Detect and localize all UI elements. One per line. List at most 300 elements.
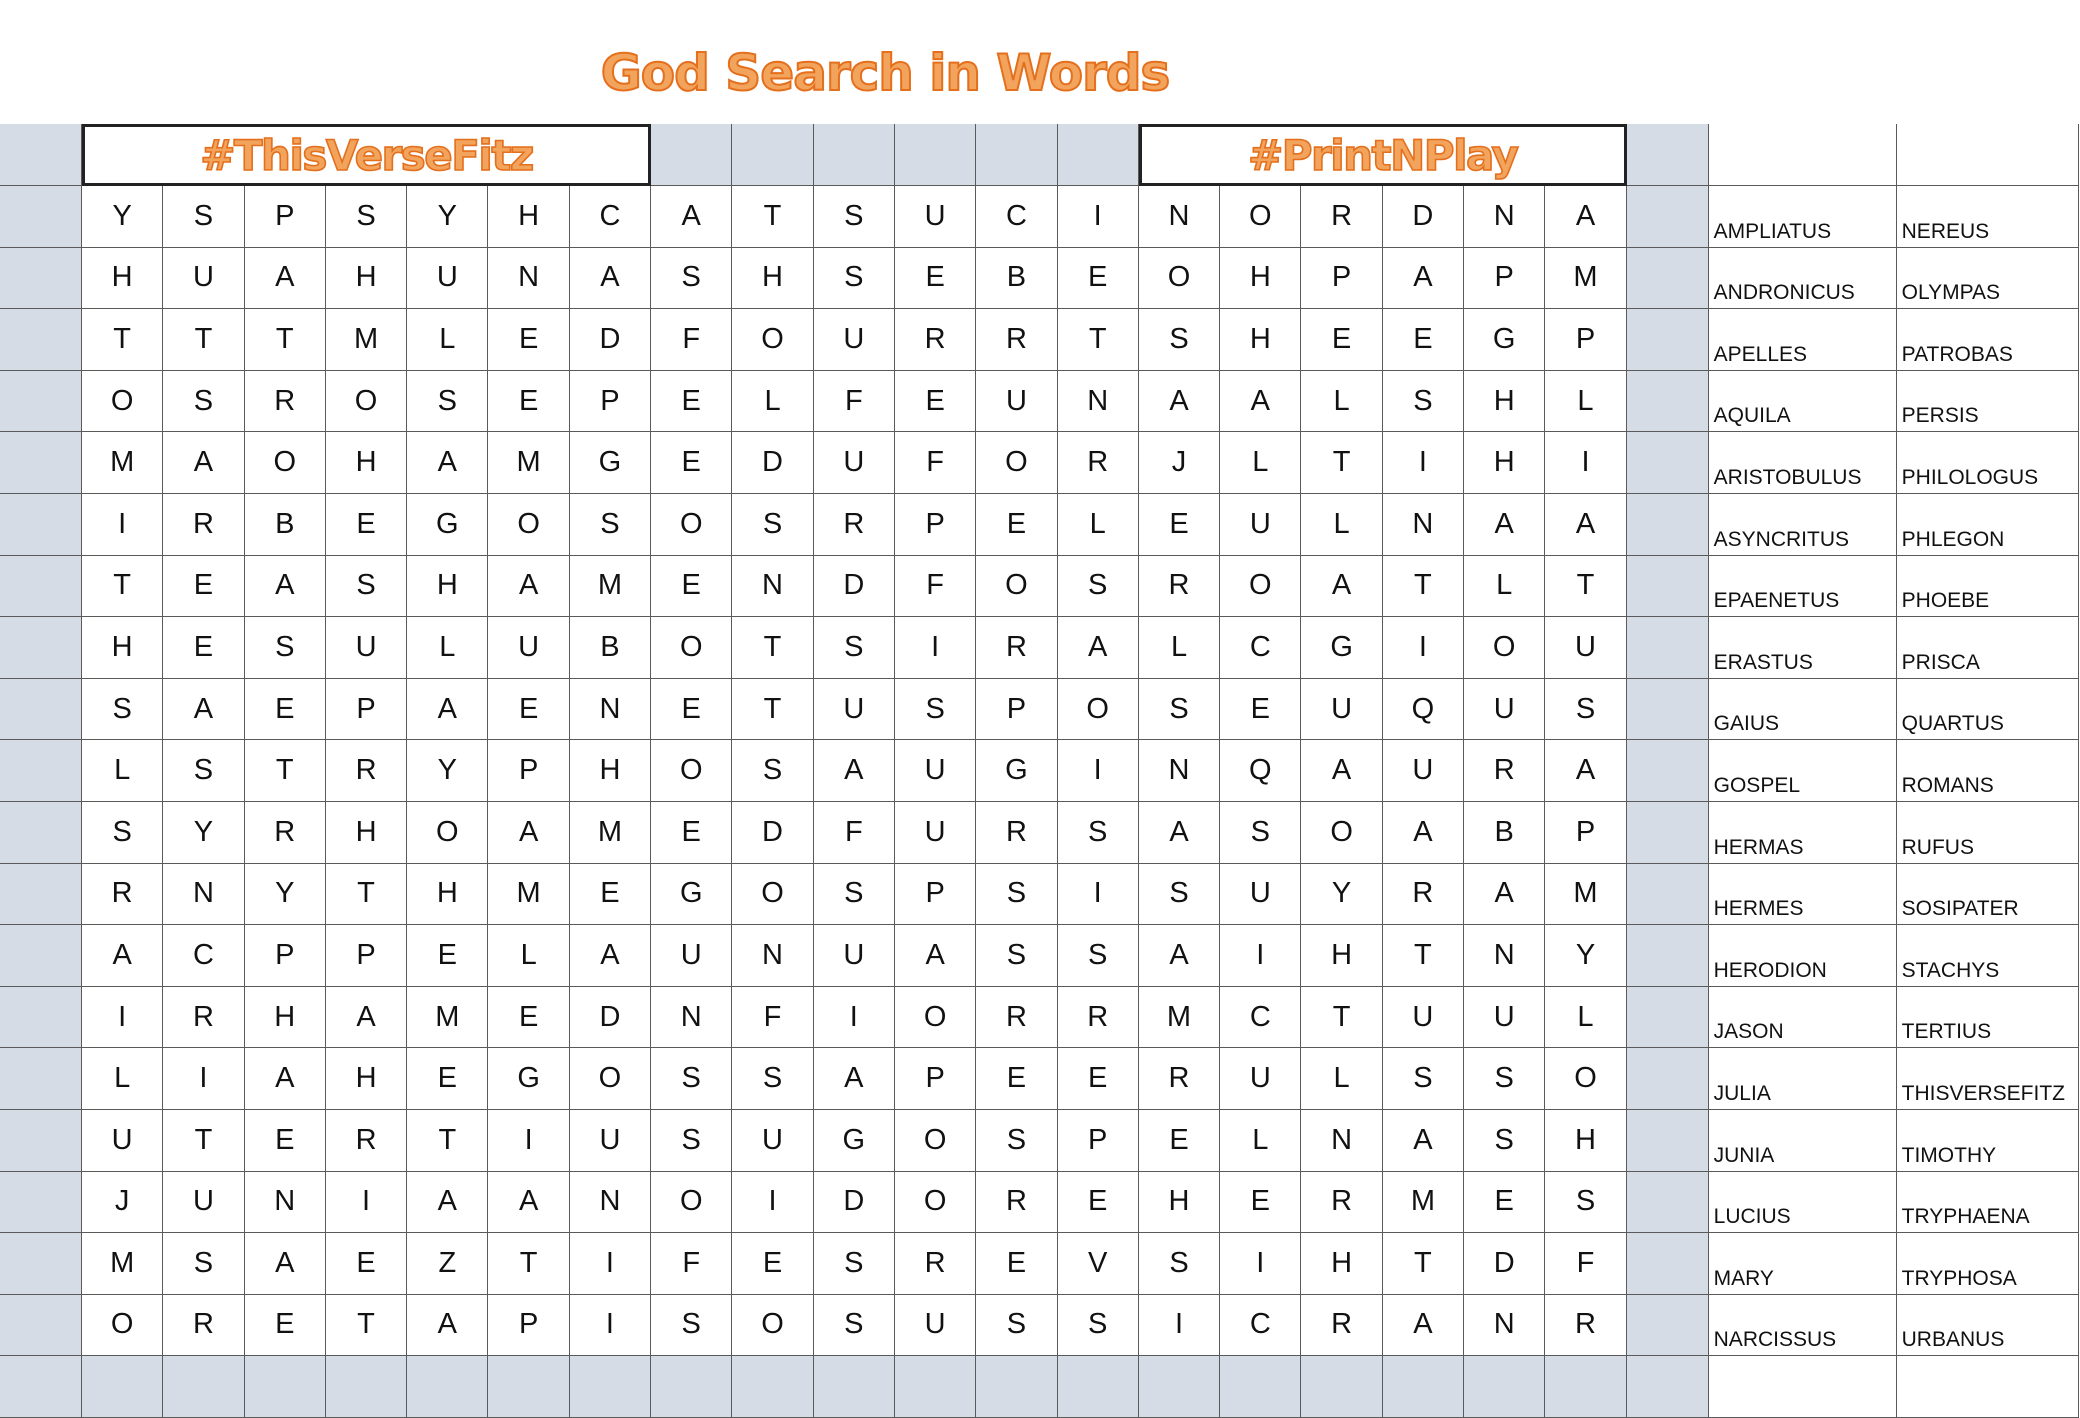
letter-cell[interactable]: S	[82, 679, 163, 741]
letter-cell[interactable]: E	[407, 925, 488, 987]
letter-cell[interactable]: H	[732, 248, 813, 310]
letter-cell[interactable]: S	[163, 1233, 244, 1295]
letter-cell[interactable]: C	[1220, 1295, 1301, 1357]
letter-cell[interactable]: H	[1301, 1233, 1382, 1295]
letter-cell[interactable]: P	[976, 679, 1057, 741]
letter-cell[interactable]: U	[814, 432, 895, 494]
letter-cell[interactable]: F	[651, 1233, 732, 1295]
letter-cell[interactable]: R	[163, 1295, 244, 1357]
letter-cell[interactable]: S	[1220, 802, 1301, 864]
letter-cell[interactable]: I	[82, 494, 163, 556]
letter-cell[interactable]: U	[732, 1110, 813, 1172]
letter-cell[interactable]: O	[1139, 248, 1220, 310]
letter-cell[interactable]: T	[1545, 556, 1626, 618]
letter-cell[interactable]: N	[1139, 740, 1220, 802]
letter-cell[interactable]: B	[245, 494, 326, 556]
letter-cell[interactable]: A	[163, 432, 244, 494]
letter-cell[interactable]: O	[570, 1048, 651, 1110]
letter-cell[interactable]: P	[245, 925, 326, 987]
letter-cell[interactable]: O	[245, 432, 326, 494]
letter-cell[interactable]: R	[326, 740, 407, 802]
letter-cell[interactable]: O	[976, 432, 1057, 494]
letter-cell[interactable]: O	[1545, 1048, 1626, 1110]
letter-cell[interactable]: J	[1139, 432, 1220, 494]
letter-cell[interactable]: R	[1058, 987, 1139, 1049]
letter-cell[interactable]: T	[245, 309, 326, 371]
letter-cell[interactable]: P	[1545, 309, 1626, 371]
letter-cell[interactable]: A	[245, 1048, 326, 1110]
letter-cell[interactable]: E	[976, 494, 1057, 556]
letter-cell[interactable]: U	[163, 1172, 244, 1234]
letter-cell[interactable]: P	[1464, 248, 1545, 310]
letter-cell[interactable]: R	[1058, 432, 1139, 494]
letter-cell[interactable]: O	[732, 864, 813, 926]
letter-cell[interactable]: E	[732, 1233, 813, 1295]
letter-cell[interactable]: I	[1139, 1295, 1220, 1357]
letter-cell[interactable]: P	[570, 371, 651, 433]
letter-cell[interactable]: A	[1545, 186, 1626, 248]
letter-cell[interactable]: A	[1464, 494, 1545, 556]
letter-cell[interactable]: L	[1545, 371, 1626, 433]
letter-cell[interactable]: A	[407, 1172, 488, 1234]
letter-cell[interactable]: E	[1058, 248, 1139, 310]
letter-cell[interactable]: B	[976, 248, 1057, 310]
letter-cell[interactable]: H	[1220, 309, 1301, 371]
letter-cell[interactable]: O	[895, 987, 976, 1049]
letter-cell[interactable]: M	[1139, 987, 1220, 1049]
letter-cell[interactable]: G	[570, 432, 651, 494]
letter-cell[interactable]: V	[1058, 1233, 1139, 1295]
letter-cell[interactable]: A	[407, 679, 488, 741]
letter-cell[interactable]: A	[163, 679, 244, 741]
letter-cell[interactable]: R	[326, 1110, 407, 1172]
letter-cell[interactable]: Y	[163, 802, 244, 864]
letter-cell[interactable]: R	[1301, 1172, 1382, 1234]
letter-cell[interactable]: M	[1545, 864, 1626, 926]
letter-cell[interactable]: L	[1220, 432, 1301, 494]
letter-cell[interactable]: M	[1383, 1172, 1464, 1234]
letter-cell[interactable]: P	[1545, 802, 1626, 864]
letter-cell[interactable]: N	[732, 556, 813, 618]
letter-cell[interactable]: N	[570, 1172, 651, 1234]
letter-cell[interactable]: E	[651, 432, 732, 494]
letter-cell[interactable]: Q	[1220, 740, 1301, 802]
letter-cell[interactable]: G	[1464, 309, 1545, 371]
letter-cell[interactable]: T	[326, 864, 407, 926]
letter-cell[interactable]: F	[651, 309, 732, 371]
letter-cell[interactable]: U	[895, 802, 976, 864]
letter-cell[interactable]: O	[651, 494, 732, 556]
letter-cell[interactable]: A	[245, 1233, 326, 1295]
letter-cell[interactable]: O	[732, 309, 813, 371]
letter-cell[interactable]: A	[245, 248, 326, 310]
letter-cell[interactable]: T	[1301, 987, 1382, 1049]
letter-cell[interactable]: G	[407, 494, 488, 556]
letter-cell[interactable]: F	[1545, 1233, 1626, 1295]
letter-cell[interactable]: D	[1383, 186, 1464, 248]
letter-cell[interactable]: L	[1301, 494, 1382, 556]
letter-cell[interactable]: I	[82, 987, 163, 1049]
letter-cell[interactable]: S	[1545, 679, 1626, 741]
letter-cell[interactable]: A	[1464, 864, 1545, 926]
letter-cell[interactable]: U	[407, 248, 488, 310]
letter-cell[interactable]: A	[1139, 925, 1220, 987]
letter-cell[interactable]: E	[163, 556, 244, 618]
letter-cell[interactable]: O	[326, 371, 407, 433]
letter-cell[interactable]: H	[1220, 248, 1301, 310]
letter-cell[interactable]: H	[326, 248, 407, 310]
letter-cell[interactable]: S	[814, 617, 895, 679]
letter-cell[interactable]: O	[976, 556, 1057, 618]
letter-cell[interactable]: B	[570, 617, 651, 679]
letter-cell[interactable]: S	[1383, 1048, 1464, 1110]
letter-cell[interactable]: I	[1545, 432, 1626, 494]
letter-cell[interactable]: L	[407, 617, 488, 679]
letter-cell[interactable]: A	[1383, 1295, 1464, 1357]
letter-cell[interactable]: Z	[407, 1233, 488, 1295]
letter-cell[interactable]: H	[407, 864, 488, 926]
letter-cell[interactable]: S	[976, 1295, 1057, 1357]
letter-cell[interactable]: A	[1383, 802, 1464, 864]
letter-cell[interactable]: A	[1139, 371, 1220, 433]
letter-cell[interactable]: T	[1383, 925, 1464, 987]
letter-cell[interactable]: Q	[1383, 679, 1464, 741]
letter-cell[interactable]: H	[82, 248, 163, 310]
letter-cell[interactable]: F	[895, 556, 976, 618]
letter-cell[interactable]: A	[570, 925, 651, 987]
letter-cell[interactable]: S	[651, 1110, 732, 1172]
letter-cell[interactable]: G	[814, 1110, 895, 1172]
letter-cell[interactable]: A	[407, 1295, 488, 1357]
letter-cell[interactable]: R	[976, 987, 1057, 1049]
letter-cell[interactable]: S	[163, 186, 244, 248]
letter-cell[interactable]: G	[1301, 617, 1382, 679]
letter-cell[interactable]: N	[1139, 186, 1220, 248]
letter-cell[interactable]: S	[651, 1048, 732, 1110]
letter-cell[interactable]: N	[245, 1172, 326, 1234]
letter-cell[interactable]: D	[570, 309, 651, 371]
letter-cell[interactable]: T	[732, 617, 813, 679]
letter-cell[interactable]: U	[82, 1110, 163, 1172]
letter-cell[interactable]: G	[488, 1048, 569, 1110]
letter-cell[interactable]: S	[814, 864, 895, 926]
letter-cell[interactable]: U	[1464, 987, 1545, 1049]
letter-cell[interactable]: R	[1545, 1295, 1626, 1357]
letter-cell[interactable]: U	[895, 740, 976, 802]
letter-cell[interactable]: A	[1301, 740, 1382, 802]
letter-cell[interactable]: L	[82, 740, 163, 802]
letter-cell[interactable]: E	[488, 679, 569, 741]
letter-cell[interactable]: L	[82, 1048, 163, 1110]
letter-cell[interactable]: M	[82, 1233, 163, 1295]
letter-cell[interactable]: J	[82, 1172, 163, 1234]
letter-cell[interactable]: S	[732, 740, 813, 802]
letter-cell[interactable]: F	[732, 987, 813, 1049]
letter-cell[interactable]: H	[245, 987, 326, 1049]
letter-cell[interactable]: T	[1383, 1233, 1464, 1295]
letter-cell[interactable]: A	[1220, 371, 1301, 433]
letter-cell[interactable]: T	[82, 309, 163, 371]
letter-cell[interactable]: S	[976, 864, 1057, 926]
letter-cell[interactable]: I	[1058, 864, 1139, 926]
letter-cell[interactable]: N	[1464, 925, 1545, 987]
letter-cell[interactable]: E	[651, 679, 732, 741]
letter-cell[interactable]: E	[651, 556, 732, 618]
letter-cell[interactable]: O	[895, 1110, 976, 1172]
letter-cell[interactable]: E	[895, 248, 976, 310]
letter-cell[interactable]: U	[1220, 494, 1301, 556]
letter-cell[interactable]: U	[814, 925, 895, 987]
letter-cell[interactable]: S	[1464, 1048, 1545, 1110]
letter-cell[interactable]: P	[1301, 248, 1382, 310]
letter-cell[interactable]: M	[570, 556, 651, 618]
letter-cell[interactable]: R	[895, 309, 976, 371]
letter-cell[interactable]: E	[651, 371, 732, 433]
letter-cell[interactable]: P	[326, 679, 407, 741]
letter-cell[interactable]: S	[1139, 309, 1220, 371]
letter-cell[interactable]: N	[488, 248, 569, 310]
letter-cell[interactable]: L	[732, 371, 813, 433]
letter-cell[interactable]: S	[326, 556, 407, 618]
letter-cell[interactable]: A	[651, 186, 732, 248]
letter-cell[interactable]: H	[82, 617, 163, 679]
letter-cell[interactable]: A	[245, 556, 326, 618]
letter-cell[interactable]: H	[1301, 925, 1382, 987]
letter-cell[interactable]: R	[163, 494, 244, 556]
letter-cell[interactable]: I	[326, 1172, 407, 1234]
letter-cell[interactable]: E	[488, 371, 569, 433]
letter-cell[interactable]: H	[570, 740, 651, 802]
letter-cell[interactable]: L	[488, 925, 569, 987]
letter-cell[interactable]: G	[976, 740, 1057, 802]
letter-cell[interactable]: A	[82, 925, 163, 987]
letter-cell[interactable]: A	[895, 925, 976, 987]
letter-cell[interactable]: M	[1545, 248, 1626, 310]
letter-cell[interactable]: E	[1139, 494, 1220, 556]
letter-cell[interactable]: P	[488, 740, 569, 802]
letter-cell[interactable]: R	[976, 802, 1057, 864]
letter-cell[interactable]: T	[1058, 309, 1139, 371]
letter-cell[interactable]: D	[732, 432, 813, 494]
letter-cell[interactable]: U	[651, 925, 732, 987]
letter-cell[interactable]: O	[1464, 617, 1545, 679]
letter-cell[interactable]: O	[82, 1295, 163, 1357]
letter-cell[interactable]: U	[326, 617, 407, 679]
letter-cell[interactable]: U	[814, 309, 895, 371]
letter-cell[interactable]: I	[1383, 432, 1464, 494]
letter-cell[interactable]: E	[1058, 1048, 1139, 1110]
letter-cell[interactable]: E	[976, 1233, 1057, 1295]
letter-cell[interactable]: M	[407, 987, 488, 1049]
letter-cell[interactable]: R	[1464, 740, 1545, 802]
letter-cell[interactable]: H	[326, 1048, 407, 1110]
letter-cell[interactable]: E	[163, 617, 244, 679]
letter-cell[interactable]: H	[326, 802, 407, 864]
letter-cell[interactable]: P	[1058, 1110, 1139, 1172]
letter-cell[interactable]: S	[1058, 1295, 1139, 1357]
letter-cell[interactable]: A	[1383, 1110, 1464, 1172]
letter-cell[interactable]: T	[1383, 556, 1464, 618]
letter-cell[interactable]: S	[1383, 371, 1464, 433]
letter-cell[interactable]: N	[163, 864, 244, 926]
letter-cell[interactable]: F	[814, 802, 895, 864]
letter-cell[interactable]: Y	[1545, 925, 1626, 987]
letter-cell[interactable]: R	[245, 371, 326, 433]
letter-cell[interactable]: E	[326, 494, 407, 556]
letter-cell[interactable]: H	[1464, 371, 1545, 433]
letter-cell[interactable]: S	[1058, 556, 1139, 618]
letter-cell[interactable]: I	[1058, 740, 1139, 802]
letter-cell[interactable]: A	[814, 740, 895, 802]
letter-cell[interactable]: S	[732, 494, 813, 556]
letter-cell[interactable]: I	[1058, 186, 1139, 248]
letter-cell[interactable]: Y	[407, 740, 488, 802]
letter-cell[interactable]: P	[895, 1048, 976, 1110]
letter-cell[interactable]: T	[1301, 432, 1382, 494]
letter-cell[interactable]: T	[163, 1110, 244, 1172]
letter-cell[interactable]: U	[1383, 740, 1464, 802]
letter-cell[interactable]: U	[1383, 987, 1464, 1049]
letter-cell[interactable]: O	[1301, 802, 1382, 864]
letter-cell[interactable]: N	[570, 679, 651, 741]
letter-cell[interactable]: A	[570, 248, 651, 310]
letter-cell[interactable]: S	[651, 1295, 732, 1357]
letter-cell[interactable]: D	[814, 1172, 895, 1234]
letter-cell[interactable]: M	[488, 432, 569, 494]
letter-cell[interactable]: A	[814, 1048, 895, 1110]
letter-cell[interactable]: I	[488, 1110, 569, 1172]
letter-cell[interactable]: L	[1058, 494, 1139, 556]
letter-cell[interactable]: O	[1220, 556, 1301, 618]
letter-cell[interactable]: U	[1301, 679, 1382, 741]
letter-cell[interactable]: S	[1139, 864, 1220, 926]
letter-cell[interactable]: T	[488, 1233, 569, 1295]
letter-cell[interactable]: M	[570, 802, 651, 864]
letter-cell[interactable]: H	[1464, 432, 1545, 494]
letter-cell[interactable]: I	[814, 987, 895, 1049]
letter-cell[interactable]: O	[651, 740, 732, 802]
letter-cell[interactable]: S	[1139, 1233, 1220, 1295]
letter-cell[interactable]: E	[1058, 1172, 1139, 1234]
letter-cell[interactable]: L	[1220, 1110, 1301, 1172]
letter-cell[interactable]: U	[814, 679, 895, 741]
letter-cell[interactable]: N	[1301, 1110, 1382, 1172]
letter-cell[interactable]: T	[163, 309, 244, 371]
letter-cell[interactable]: I	[732, 1172, 813, 1234]
letter-cell[interactable]: R	[1301, 1295, 1382, 1357]
letter-cell[interactable]: A	[488, 802, 569, 864]
letter-cell[interactable]: U	[895, 1295, 976, 1357]
letter-cell[interactable]: H	[407, 556, 488, 618]
letter-cell[interactable]: E	[407, 1048, 488, 1110]
letter-cell[interactable]: O	[82, 371, 163, 433]
letter-cell[interactable]: A	[1383, 248, 1464, 310]
letter-cell[interactable]: S	[1464, 1110, 1545, 1172]
letter-cell[interactable]: C	[570, 186, 651, 248]
letter-cell[interactable]: T	[732, 679, 813, 741]
letter-cell[interactable]: R	[1301, 186, 1382, 248]
letter-cell[interactable]: D	[570, 987, 651, 1049]
letter-cell[interactable]: L	[1301, 371, 1382, 433]
letter-cell[interactable]: P	[245, 186, 326, 248]
letter-cell[interactable]: M	[488, 864, 569, 926]
letter-cell[interactable]: L	[1545, 987, 1626, 1049]
letter-cell[interactable]: P	[895, 494, 976, 556]
letter-cell[interactable]: H	[326, 432, 407, 494]
letter-cell[interactable]: D	[732, 802, 813, 864]
letter-cell[interactable]: E	[570, 864, 651, 926]
letter-cell[interactable]: L	[1464, 556, 1545, 618]
letter-cell[interactable]: N	[1058, 371, 1139, 433]
letter-cell[interactable]: T	[245, 740, 326, 802]
letter-cell[interactable]: R	[1139, 556, 1220, 618]
letter-cell[interactable]: A	[326, 987, 407, 1049]
letter-cell[interactable]: P	[895, 864, 976, 926]
letter-cell[interactable]: D	[1464, 1233, 1545, 1295]
letter-cell[interactable]: E	[245, 1110, 326, 1172]
letter-cell[interactable]: U	[1220, 1048, 1301, 1110]
letter-cell[interactable]: E	[895, 371, 976, 433]
letter-cell[interactable]: A	[488, 556, 569, 618]
letter-cell[interactable]: E	[488, 309, 569, 371]
letter-cell[interactable]: A	[1139, 802, 1220, 864]
letter-cell[interactable]: S	[82, 802, 163, 864]
letter-cell[interactable]: I	[570, 1295, 651, 1357]
letter-cell[interactable]: G	[651, 864, 732, 926]
letter-cell[interactable]: H	[488, 186, 569, 248]
letter-cell[interactable]: U	[570, 1110, 651, 1172]
letter-cell[interactable]: R	[1383, 864, 1464, 926]
letter-cell[interactable]: S	[1058, 802, 1139, 864]
letter-cell[interactable]: S	[1545, 1172, 1626, 1234]
letter-cell[interactable]: C	[976, 186, 1057, 248]
letter-cell[interactable]: S	[814, 1233, 895, 1295]
letter-cell[interactable]: E	[326, 1233, 407, 1295]
letter-cell[interactable]: R	[82, 864, 163, 926]
letter-cell[interactable]: S	[245, 617, 326, 679]
letter-cell[interactable]: E	[1139, 1110, 1220, 1172]
letter-cell[interactable]: A	[1301, 556, 1382, 618]
letter-cell[interactable]: S	[732, 1048, 813, 1110]
letter-cell[interactable]: O	[488, 494, 569, 556]
letter-cell[interactable]: S	[814, 186, 895, 248]
letter-cell[interactable]: E	[976, 1048, 1057, 1110]
letter-cell[interactable]: S	[163, 371, 244, 433]
letter-cell[interactable]: U	[976, 371, 1057, 433]
letter-cell[interactable]: E	[1383, 309, 1464, 371]
letter-cell[interactable]: A	[488, 1172, 569, 1234]
letter-cell[interactable]: M	[326, 309, 407, 371]
letter-cell[interactable]: S	[326, 186, 407, 248]
letter-cell[interactable]: R	[163, 987, 244, 1049]
letter-cell[interactable]: H	[1545, 1110, 1626, 1172]
letter-cell[interactable]: U	[1220, 864, 1301, 926]
letter-cell[interactable]: N	[651, 987, 732, 1049]
letter-cell[interactable]: S	[814, 248, 895, 310]
letter-cell[interactable]: A	[407, 432, 488, 494]
letter-cell[interactable]: I	[163, 1048, 244, 1110]
letter-cell[interactable]: U	[488, 617, 569, 679]
letter-cell[interactable]: S	[163, 740, 244, 802]
letter-cell[interactable]: F	[895, 432, 976, 494]
letter-cell[interactable]: Y	[82, 186, 163, 248]
letter-cell[interactable]: S	[976, 925, 1057, 987]
letter-cell[interactable]: S	[570, 494, 651, 556]
letter-cell[interactable]: N	[1383, 494, 1464, 556]
letter-cell[interactable]: Y	[245, 864, 326, 926]
letter-cell[interactable]: I	[1383, 617, 1464, 679]
letter-cell[interactable]: R	[976, 309, 1057, 371]
